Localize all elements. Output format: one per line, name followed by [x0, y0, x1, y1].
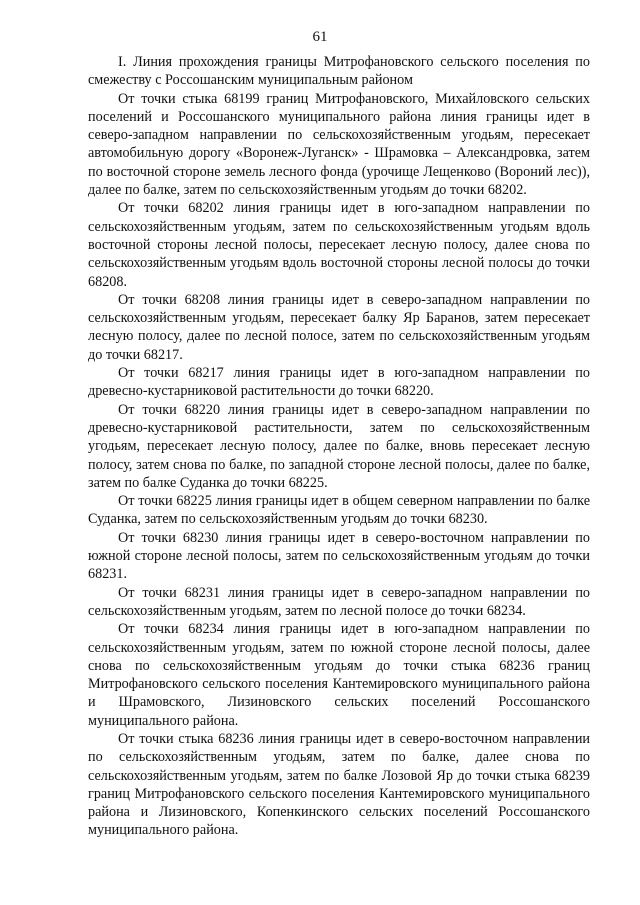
paragraph: От точки 68202 линия границы идет в юго-западном направлении по сельскохозяйственным угодьям, затем по сельскохозяйственным угодьям вдоль восточной стороны лесной полосы, пересекает лесную полосу, далее снова по сельскохозяйственным угодьям вдоль восточной стороны лесной полосы до точки 68208. [88, 200, 590, 290]
paragraph: От точки 68217 линия границы идет в юго-западном направлении по древесно-кустарниковой растительности до точки 68220. [88, 365, 590, 400]
paragraph: От точки 68208 линия границы идет в северо-западном направлении по сельскохозяйственным угодьям, пересекает балку Яр Баранов, затем пересекает лесную полосу, далее по лесной полосе, затем по сельскохозяйственным угодьям до точки 68217. [88, 291, 590, 363]
paragraph: От точки 68231 линия границы идет в северо-западном направлении по сельскохозяйственным угодьям, затем по лесной полосе до точки 68234. [88, 584, 590, 619]
paragraph: От точки 68225 линия границы идет в общем северном направлении по балке Суданка, затем по сельскохозяйственным угодьям до точки 68230. [88, 493, 590, 528]
paragraph: От точки стыка 68236 линия границы идет в северо-восточном направлении по сельскохозяйственным угодьям, затем по балке, далее снова по сельскохозяйственным угодьям, затем по балке Лозовой Яр до точки стыка 68239 границ Митрофановского сельского поселения Кантемировского муниципального района и Лизиновского, Копенкинского сельских поселений Россошанского муниципального района. [88, 730, 590, 839]
paragraph: От точки 68230 линия границы идет в северо-восточном направлении по южной стороне лесной полосы, затем по сельскохозяйственным угодьям до точки 68231. [88, 529, 590, 583]
document-body [88, 53, 590, 840]
paragraph: От точки 68234 линия границы идет в юго-западном направлении по сельскохозяйственным угодьям, затем по южной стороне лесной полосы, далее снова по сельскохозяйственным угодьям до точки стыка 68236 границ Митрофановского сельского поселения Кантемировского муниципального района и Шрамовского, Лизиновского сельских поселений Россошанского муниципального района. [88, 621, 590, 729]
paragraph: От точки стыка 68199 границ Митрофановского, Михайловского сельских поселений и Россошанского муниципального района линия границы идет в северо-западном направлении по сельскохозяйственным угодьям, пересекает автомобильную дорогу «Воронеж-Луганск» - Шрамовка – Александровка, затем по восточной стороне земель лесного фонда (урочище Лещенково (Вороний лес)), далее по балке, затем по сельскохозяйственным угодьям до точки 68202. [88, 90, 590, 199]
paragraph: От точки 68220 линия границы идет в северо-западном направлении по древесно-кустарниковой растительности, затем по сельскохозяйственным угодьям, пересекает лесную полосу, далее по балке, вновь пересекает лесную полосу, затем снова по балке, по западной стороне лесной полосы, далее по балке, затем по балке Суданка до точки 68225. [88, 401, 590, 491]
page-number: 61 [312, 29, 328, 45]
section-heading: I. Линия прохождения границы Митрофановского сельского поселения по смежеству с Россошанским муниципальным районом [88, 54, 590, 89]
